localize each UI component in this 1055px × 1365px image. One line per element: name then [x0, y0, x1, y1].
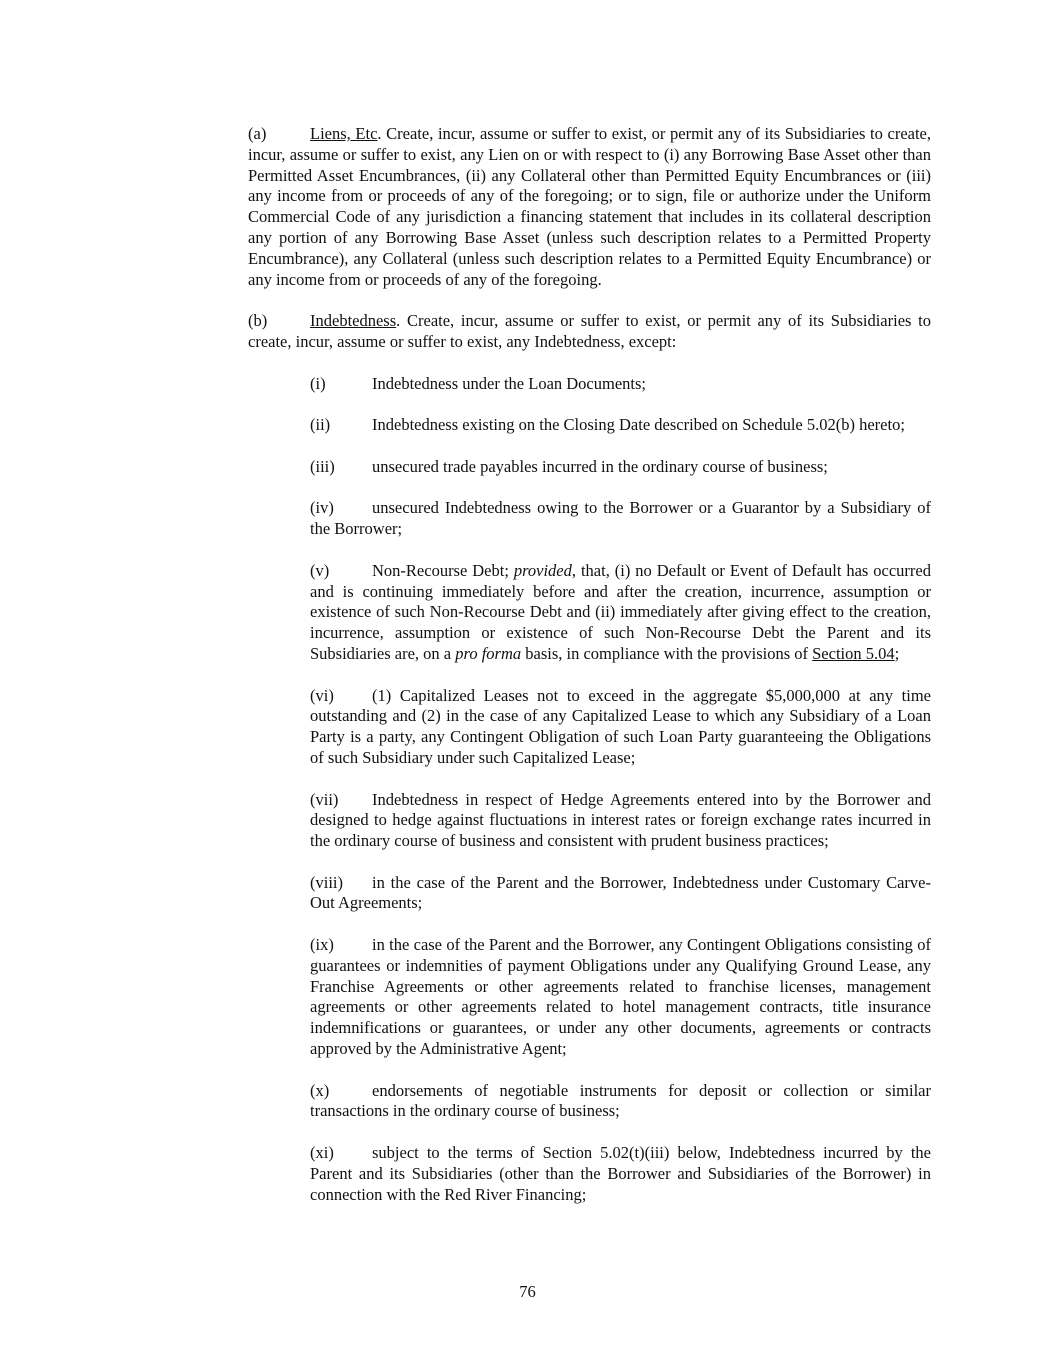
- item-number: (vii): [310, 789, 339, 809]
- clause-number: (a): [248, 124, 267, 143]
- item-text-end: ;: [894, 643, 900, 663]
- item-iv: [248, 498, 931, 540]
- item-text-post: basis, in compliance with the provisions of: [521, 643, 813, 663]
- clause-b-indebtedness: [186, 311, 931, 353]
- pro-forma-term: pro forma: [455, 643, 522, 663]
- clause-heading: Indebtedness: [310, 311, 397, 331]
- item-number: (x): [310, 1080, 330, 1100]
- item-xi: [248, 1143, 931, 1205]
- item-text: unsecured Indebtedness owing to the Borrower or a Guarantor by a Subsidiary of the Borrower;: [310, 498, 931, 539]
- clause-text: . Create, incur, assume or suffer to exist, or permit any of its Subsidiaries to create, incur, assume or suffer to exist, any Indebtedness, except:: [248, 311, 931, 351]
- item-text: endorsements of negotiable instruments for deposit or collection or similar transactions in the ordinary course of business;: [310, 1080, 931, 1121]
- item-number: (iv): [310, 498, 334, 518]
- document-page: [186, 124, 931, 1226]
- item-text-pre: Non-Recourse Debt;: [372, 560, 514, 580]
- item-number: (viii): [310, 872, 343, 892]
- clause-text: . Create, incur, assume or suffer to exist, or permit any of its Subsidiaries to create, incur, assume or suffer to exist, any Lien on or with respect to (i) any Borrowing Base Asset other than Permitted Asset Encumbrances, (ii) any Collateral other than Permitted Equity Encumbrances or (iii) any income from or proceeds of any of the foregoing; or to sign, file or authorize under the Uniform Commercial Code of any jurisdiction a financing statement that includes in its collateral description any portion of any Borrowing Base Asset (unless such description relates to a Permitted Property Encumbrance), any Collateral (unless such description relates to a Permitted Equity Encumbrance) or any income from or proceeds of any of the foregoing.: [248, 124, 931, 289]
- item-viii: [248, 873, 931, 915]
- item-ix: [248, 935, 931, 1060]
- item-number: (i): [310, 373, 326, 393]
- item-i: [248, 374, 931, 395]
- item-text: (1) Capitalized Leases not to exceed in the aggregate $5,000,000 at any time outstanding and (2) in the case of any Capitalized Lease to which any Subsidiary of a Loan Party is a party, any Contingent Obligation of such Loan Party guaranteeing the Obligations of such Subsidiary under such Capitalized Lease;: [310, 685, 931, 767]
- item-text: unsecured trade payables incurred in the ordinary course of business;: [372, 456, 828, 476]
- item-vi: [248, 686, 931, 769]
- item-x: [248, 1081, 931, 1123]
- item-number: (iii): [310, 456, 335, 476]
- page-number: 76: [519, 1282, 536, 1301]
- item-iii: [248, 457, 931, 478]
- item-text: Indebtedness under the Loan Documents;: [372, 373, 647, 393]
- item-text: Indebtedness existing on the Closing Date described on Schedule 5.02(b) hereto;: [372, 415, 905, 435]
- section-reference: Section 5.04: [812, 643, 895, 663]
- item-text: in the case of the Parent and the Borrower, Indebtedness under Customary Carve-Out Agreements;: [310, 872, 931, 913]
- item-vii: [248, 790, 931, 852]
- item-text: Indebtedness in respect of Hedge Agreements entered into by the Borrower and designed to hedge against fluctuations in interest rates or foreign exchange rates incurred in the ordinary course of business and consistent with prudent business practices;: [310, 789, 931, 851]
- provided-term: provided: [513, 560, 572, 580]
- clause-heading: Liens, Etc: [310, 124, 378, 143]
- clause-number: (b): [248, 311, 268, 331]
- item-number: (vi): [310, 685, 334, 705]
- clause-a-liens: [186, 124, 931, 290]
- item-number: (v): [310, 560, 330, 580]
- item-text-mid: , that, (i) no Default or Event of Default has occurred and is continuing immediately before and after the creation, incurrence, assumption or existence of such Non-Recourse Debt and (ii) immediately after giving effect to the creation, incurrence, assumption or existence of such Non-Recourse Debt the Parent and its Subsidiaries are, on a: [310, 560, 931, 663]
- item-text: in the case of the Parent and the Borrower, any Contingent Obligations consisting of guarantees or indemnities of payment Obligations under any Qualifying Ground Lease, any Franchise Agreements or other agreements related to franchise licenses, management agreements or other agreements related to hotel management contracts, title insurance indemnifications or guarantees, or under any other documents, agreements or contracts approved by the Administrative Agent;: [310, 935, 931, 1059]
- item-v: [248, 561, 931, 665]
- item-text: subject to the terms of Section 5.02(t)(iii) below, Indebtedness incurred by the Parent and its Subsidiaries (other than the Borrower and Subsidiaries of the Borrower) in connection with the Red River Financing;: [310, 1143, 931, 1204]
- item-ii: [248, 415, 931, 436]
- item-number: (ix): [310, 935, 334, 955]
- item-number: (ii): [310, 415, 331, 435]
- item-number: (xi): [310, 1143, 334, 1163]
